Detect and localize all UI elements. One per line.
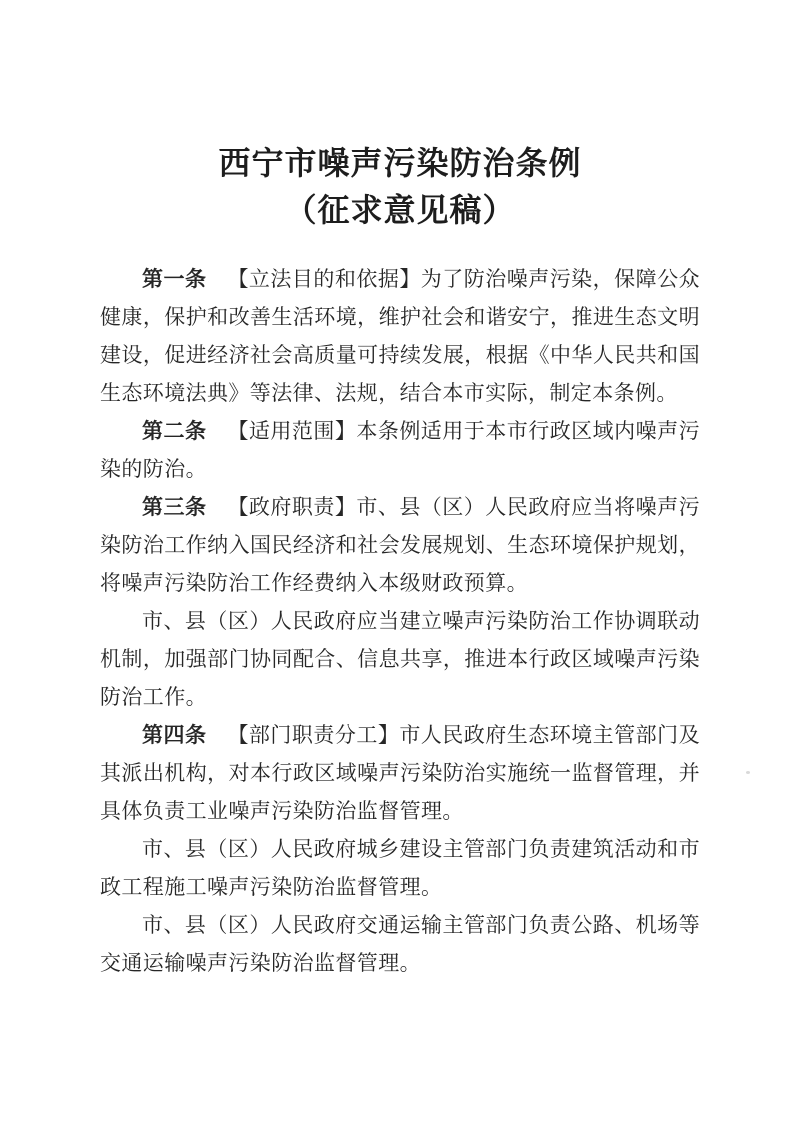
article-3-continuation-paragraph [100,602,700,716]
article-4-continuation-paragraph-1 [100,830,700,906]
article-4-paragraph [100,716,700,830]
article-4-continuation-paragraph-2 [100,906,700,982]
document-subtitle: （征求意见稿） [284,192,516,228]
article-3-tag: 【政府职责】 [227,495,357,519]
article-1-tag: 【立法目的和依据】 [227,267,421,291]
article-1-text: 为了防治噪声污染，保障公众健康，保护和改善生活环境，维护社会和谐安宁，推进生态文明建设，促进经济社会高质量可持续发展，根据《中华人民共和国生态环境法典》等法律、法规，结合本市实际，制定本条例。 [100,267,700,405]
article-4-number: 第四条 [142,723,207,747]
document-title-block [0,0,800,234]
article-4-text: 市人民政府生态环境主管部门及其派出机构，对本行政区域噪声污染防治实施统一监督管理，并具体负责工业噪声污染防治监督管理。 [100,723,701,823]
article-3-continuation-text: 市、县（区）人民政府应当建立噪声污染防治工作协调联动机制，加强部门协同配合、信息共享，推进本行政区域噪声污染防治工作。 [100,609,700,709]
document-body [100,260,700,982]
article-4-continuation-text-1: 市、县（区）人民政府城乡建设主管部门负责建筑活动和市政工程施工噪声污染防治监督管理。 [100,837,700,899]
article-2-paragraph [100,412,700,488]
article-3-text: 市、县（区）人民政府应当将噪声污染防治工作纳入国民经济和社会发展规划、生态环境保护规划，将噪声污染防治工作经费纳入本级财政预算。 [100,495,700,595]
article-2-tag: 【适用范围】 [227,419,357,443]
article-4-tag: 【部门职责分工】 [227,723,400,747]
article-3-number: 第三条 [142,495,207,519]
article-4-continuation-text-2: 市、县（区）人民政府交通运输主管部门负责公路、机场等交通运输噪声污染防治监督管理。 [100,913,700,975]
document-title: 西宁市噪声污染防治条例 [218,145,582,181]
article-1-number: 第一条 [142,267,207,291]
article-2-number: 第二条 [142,419,207,443]
article-2-text: 本条例适用于本市行政区域内噪声污染的防治。 [100,419,700,481]
scan-speck [746,771,750,774]
article-3-paragraph [100,488,700,602]
article-1-paragraph [100,260,700,412]
